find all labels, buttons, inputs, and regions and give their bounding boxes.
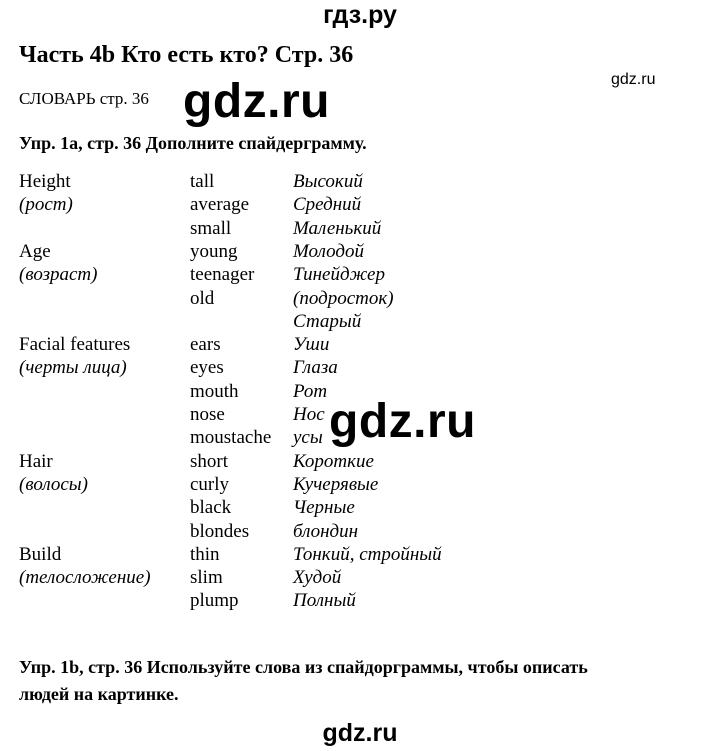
category-cell: Age: [19, 240, 51, 262]
word-cell: average: [190, 194, 250, 216]
translation-cell: Маленький: [293, 217, 382, 239]
translation-cell: (подросток): [293, 287, 394, 309]
word-cell: thin: [190, 543, 220, 565]
category-cell: Facial features: [19, 334, 131, 356]
translation-cell: Кучерявые: [293, 473, 379, 495]
translation-cell: Нос: [293, 404, 325, 425]
word-cell: mouth: [190, 380, 239, 402]
word-cell: small: [190, 217, 232, 239]
page-title: Часть 4b Кто есть кто? Стр. 36: [19, 42, 354, 68]
category-cell: (телосложение): [19, 567, 151, 589]
translation-cell: Черные: [293, 497, 355, 519]
translation-cell: Высокий: [293, 171, 363, 192]
word-cell: teenager: [190, 264, 255, 286]
translation-cell: блондин: [293, 520, 359, 542]
watermark-large-middle: gdz.ru: [329, 395, 476, 448]
category-cell: (возраст): [19, 264, 98, 286]
word-cell: young: [190, 240, 238, 262]
word-cell: old: [190, 287, 215, 309]
word-cell: ears: [190, 334, 221, 356]
translation-cell: Тинейджер: [293, 264, 385, 286]
word-cell: moustache: [190, 427, 272, 449]
word-cell: plump: [190, 590, 239, 612]
corner-watermark: gdz.ru: [611, 71, 656, 88]
translation-cell: Худой: [293, 567, 342, 589]
translation-cell: Рот: [293, 380, 328, 402]
site-header: гдз.ру: [323, 1, 397, 29]
word-cell: nose: [190, 404, 225, 425]
watermark-large-top: gdz.ru: [183, 75, 330, 128]
translation-cell: Тонкий, стройный: [293, 543, 442, 565]
word-cell: short: [190, 450, 228, 472]
category-cell: Build: [19, 543, 62, 565]
exercise-1b-heading-continued: людей на картинке.: [19, 684, 179, 704]
word-cell: eyes: [190, 357, 224, 379]
translation-cell: Старый: [293, 310, 362, 332]
category-cell: (волосы): [19, 473, 88, 495]
category-cell: Hair: [19, 450, 53, 472]
translation-cell: Глаза: [293, 357, 338, 379]
translation-cell: Средний: [293, 194, 362, 216]
word-cell: black: [190, 497, 232, 519]
exercise-1a-heading: Упр. 1a, стр. 36 Дополните спайдерграмму.: [19, 133, 367, 153]
site-footer: gdz.ru: [322, 719, 398, 747]
word-cell: tall: [190, 171, 215, 192]
category-cell: (черты лица): [19, 357, 127, 379]
category-cell: (рост): [19, 194, 73, 216]
word-cell: curly: [190, 473, 230, 495]
translation-cell: Полный: [293, 590, 356, 612]
word-cell: blondes: [190, 520, 250, 542]
translation-cell: усы: [293, 427, 323, 449]
dictionary-reference: СЛОВАРЬ стр. 36: [19, 89, 149, 108]
translation-cell: Уши: [293, 334, 330, 356]
word-cell: slim: [190, 567, 223, 589]
exercise-1b-heading: Упр. 1b, стр. 36 Используйте слова из спайдорграммы, чтобы описать: [19, 657, 588, 677]
translation-cell: Короткие: [293, 450, 374, 472]
category-cell: Height: [19, 171, 71, 192]
translation-cell: Молодой: [293, 240, 364, 262]
